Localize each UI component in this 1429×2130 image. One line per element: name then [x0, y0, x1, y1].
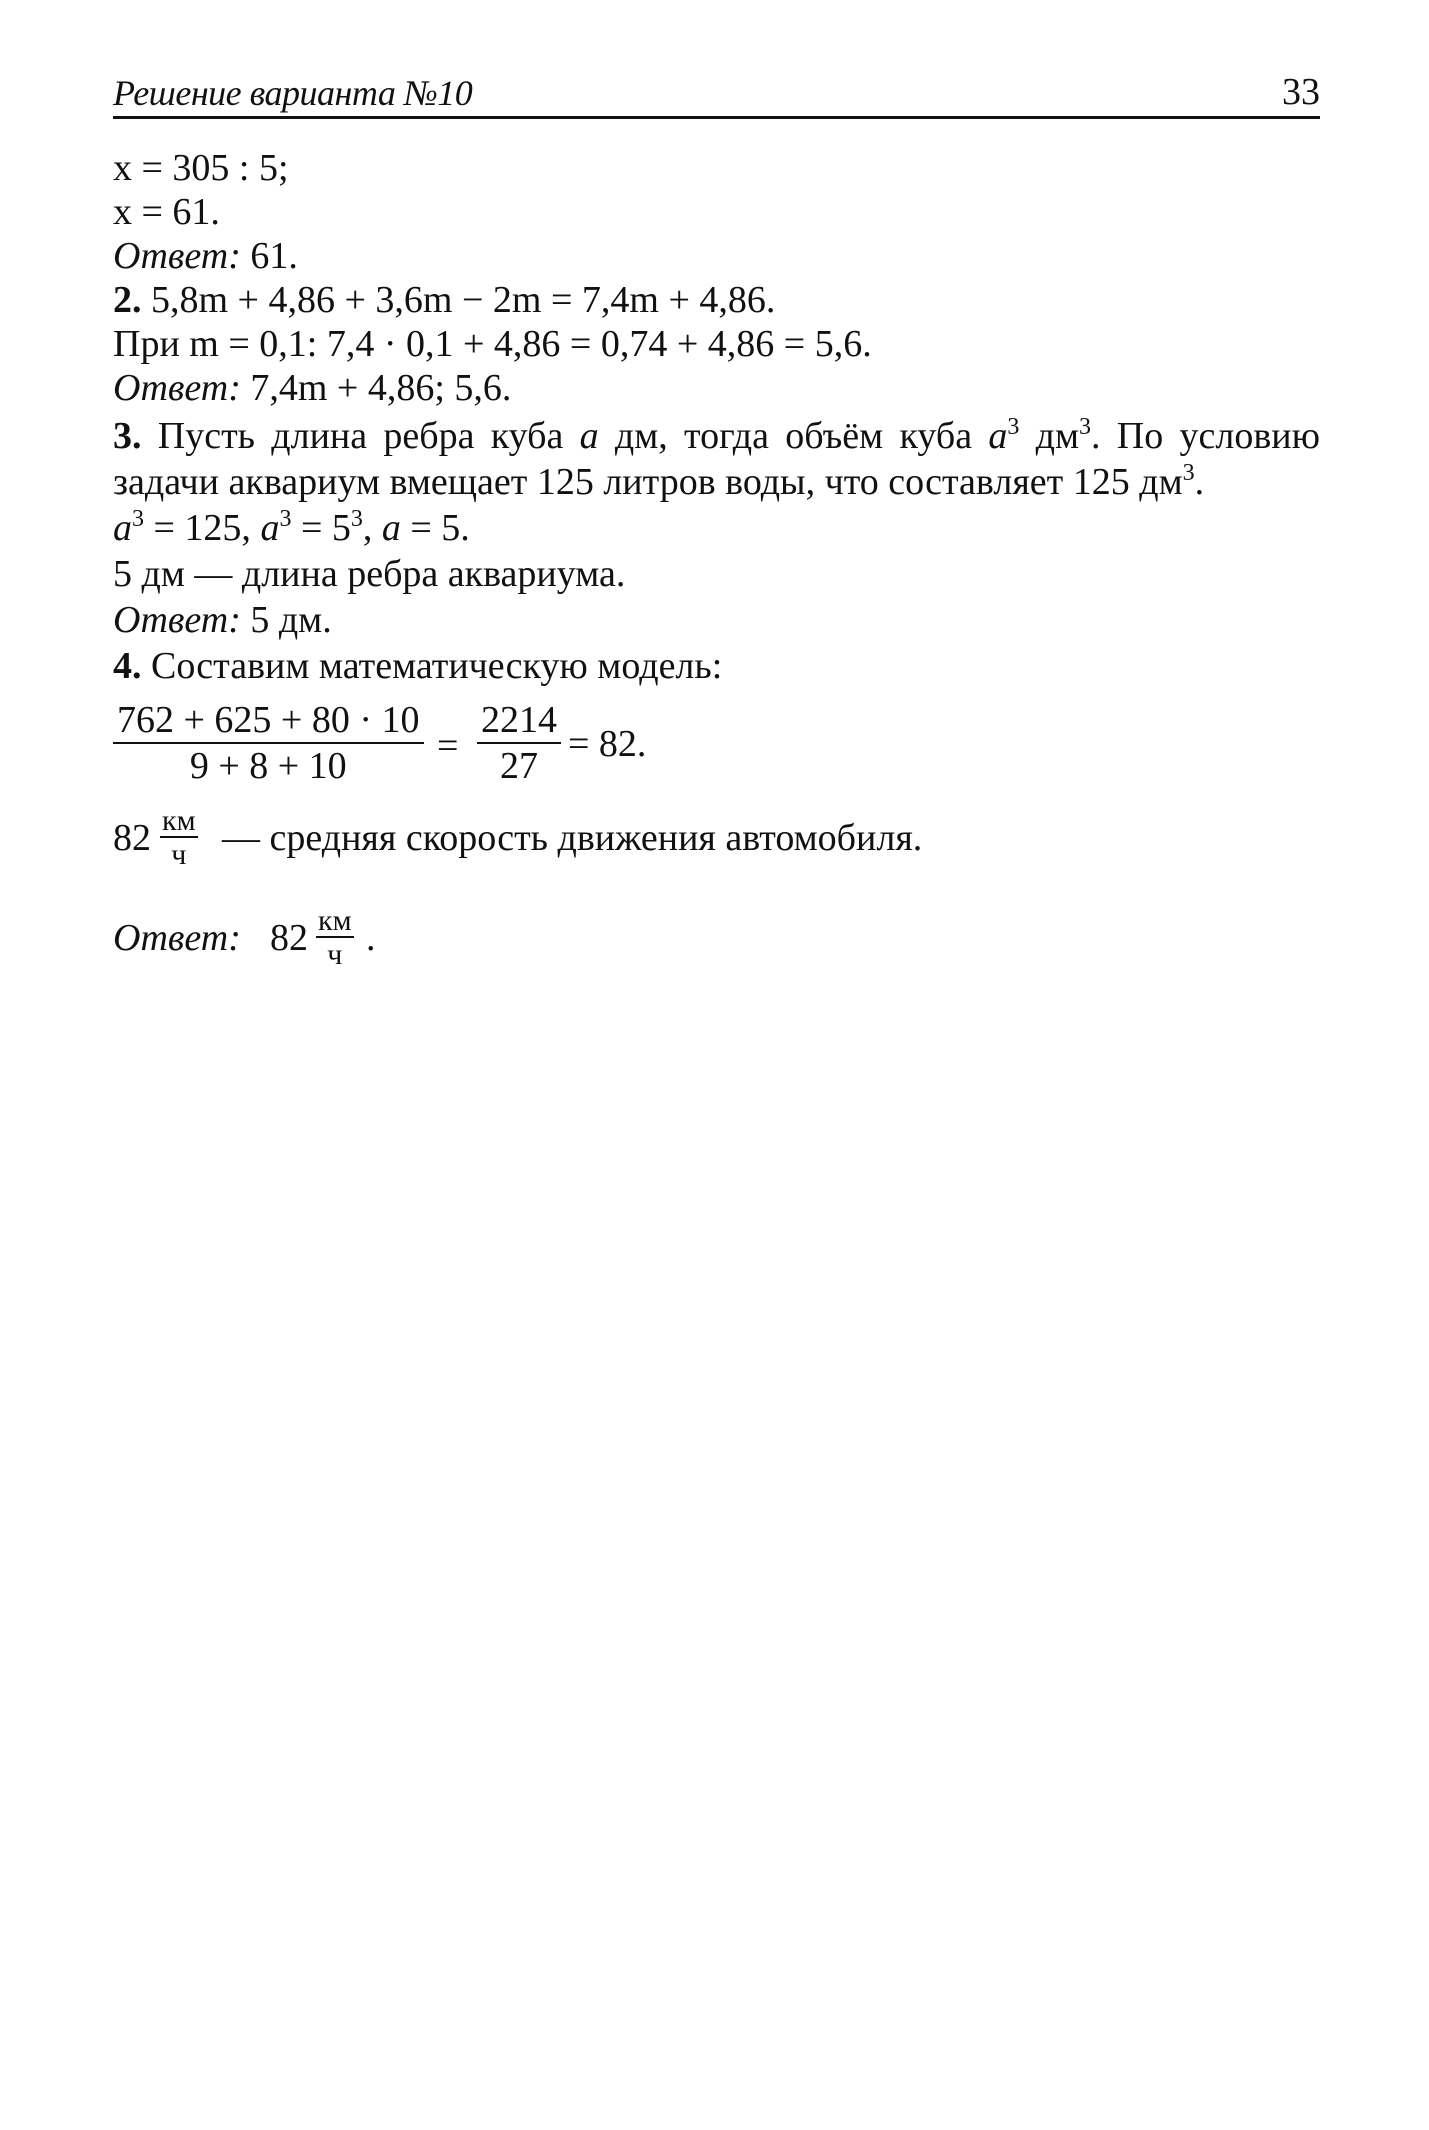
- variable-a: a: [113, 507, 132, 549]
- answer-value: 7,4m + 4,86; 5,6.: [250, 367, 512, 409]
- problem-number: 2.: [113, 279, 142, 321]
- equation-line-1: [113, 146, 289, 190]
- equation-text: = 125,: [153, 507, 251, 549]
- answer-line-3: [113, 598, 332, 642]
- unit-numerator: км: [318, 904, 352, 937]
- running-title: Решение варианта №10: [113, 73, 473, 113]
- answer-line-2: [113, 366, 511, 410]
- result-text: = 82.: [568, 723, 647, 765]
- equation-text: x = 305 : 5;: [113, 147, 289, 189]
- fraction-result: [477, 700, 561, 786]
- exponent: 3: [350, 506, 363, 532]
- speed-description: — средняя скорость движения автомобиля.: [222, 817, 923, 859]
- unit-denominator: ч: [171, 838, 187, 871]
- equation-text: x = 61.: [113, 191, 220, 233]
- fraction-numerator: 2214: [477, 700, 561, 744]
- final-answer-value: 82: [270, 917, 308, 959]
- fraction-denominator: 9 + 8 + 10: [189, 745, 347, 787]
- answer-label: Ответ:: [113, 917, 241, 959]
- fraction-denominator: 27: [500, 745, 538, 787]
- problem-2-line: [113, 278, 775, 322]
- variable-a: a: [579, 415, 599, 457]
- problem-3-equation: $a^3 = 125$, $a^3 = 5^3$, a = 5.: [113, 506, 470, 549]
- answer-label: Ответ:: [113, 235, 241, 277]
- problem-text: дм, тогда объём куба: [614, 415, 973, 457]
- answer-value: 5 дм.: [250, 599, 332, 641]
- problem-number: 4.: [113, 645, 142, 687]
- answer-line-1: [113, 234, 298, 278]
- unit-denominator: ч: [327, 938, 343, 971]
- variable-a: a: [988, 415, 1008, 457]
- problem-3-line-1: [113, 414, 1320, 458]
- exponent: 3: [279, 506, 292, 532]
- unit-fraction: [160, 806, 198, 870]
- problem-text: 5,8m + 4,86 + 3,6m − 2m = 7,4m + 4,86.: [151, 279, 776, 321]
- problem-text: Составим математическую модель:: [151, 645, 723, 687]
- equation-line-2: [113, 190, 220, 234]
- answer-value: 61.: [250, 235, 298, 277]
- problem-text: . По условию: [1091, 415, 1320, 457]
- problem-number: 3.: [113, 415, 142, 457]
- substitution-text: При m = 0,1: 7,4 · 0,1 + 4,86 = 0,74 + 4,86 = 5,6.: [113, 323, 872, 365]
- unit-numerator: км: [162, 804, 196, 837]
- problem-text: задачи аквариум вмещает 125 литров воды, что составляет 125 дм: [113, 461, 1183, 503]
- variable-a: a: [381, 507, 401, 549]
- variable-a: a: [260, 507, 280, 549]
- final-unit-fraction: [316, 906, 354, 970]
- answer-label: Ответ:: [113, 599, 241, 641]
- problem-2-substitution: [113, 322, 872, 366]
- exponent: 3: [1007, 414, 1020, 440]
- problem-text: Пусть длина ребра куба: [157, 415, 564, 457]
- problem-4-line: [113, 644, 722, 688]
- speed-value: 82: [113, 817, 151, 859]
- problem-3-line-2: задачи аквариум вмещает 125 литров воды, что составляет 125 $дм^3$.: [113, 460, 1205, 503]
- page-header: [113, 70, 1320, 119]
- answer-label: Ответ:: [113, 367, 241, 409]
- page-number: 33: [1282, 71, 1320, 113]
- final-period: .: [366, 917, 376, 959]
- equation-text: = 5: [300, 507, 351, 549]
- equals-sign: =: [437, 725, 459, 767]
- exponent: 3: [1079, 414, 1092, 440]
- equation-text: = 5.: [410, 507, 470, 549]
- unit-text: дм: [1035, 415, 1080, 457]
- conclusion-text: 5 дм — длина ребра аквариума.: [113, 553, 626, 595]
- problem-3-conclusion: [113, 552, 625, 596]
- exponent: 3: [132, 506, 144, 532]
- exponent: 3: [1182, 460, 1195, 486]
- fraction-numerator: 762 + 625 + 80 · 10: [113, 700, 424, 744]
- fraction-average: [113, 700, 424, 786]
